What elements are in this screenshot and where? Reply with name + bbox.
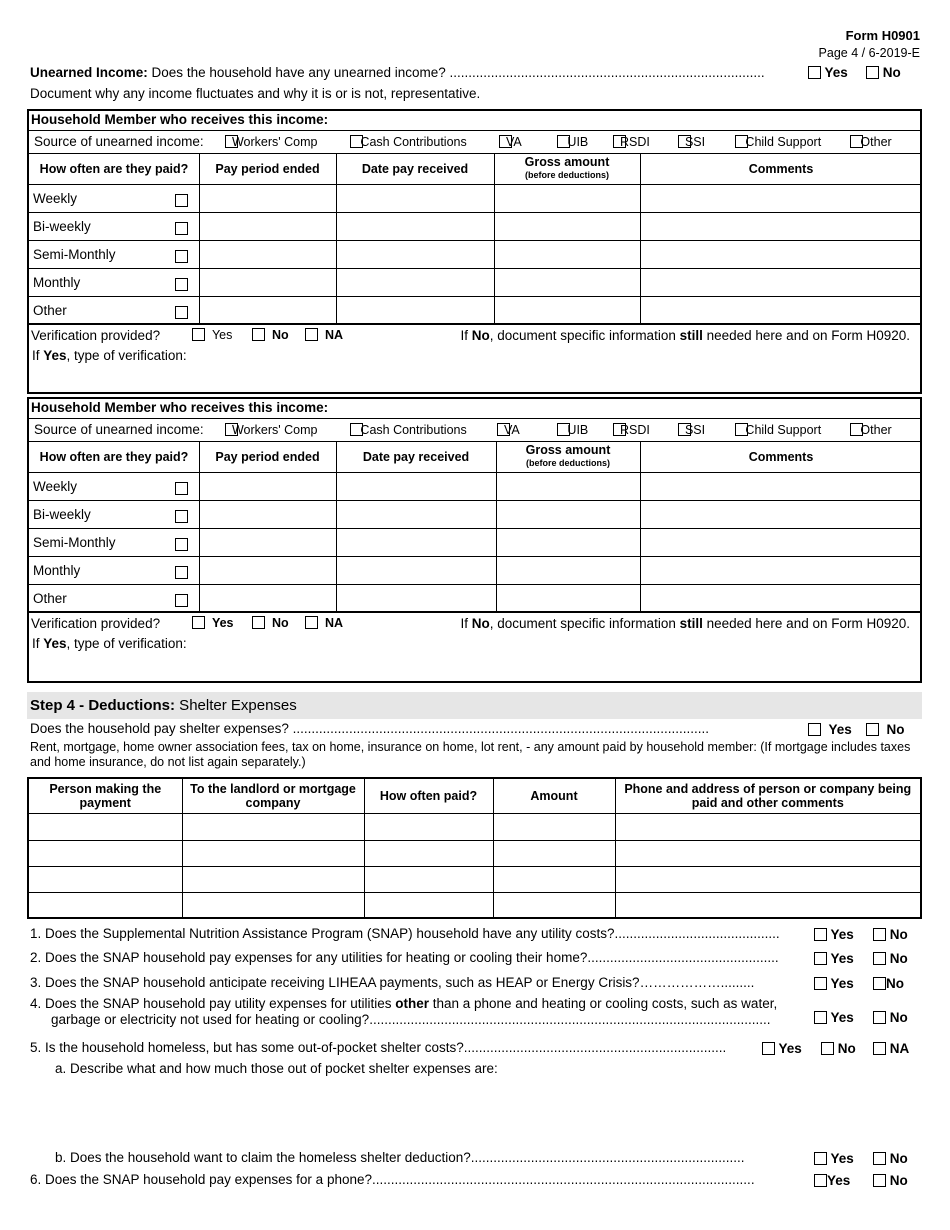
- freq-row[interactable]: Other: [29, 297, 920, 325]
- source-label: Source of unearned income:: [34, 134, 204, 149]
- q2-no[interactable]: No: [873, 951, 908, 966]
- col-how-often-paid: How often paid?: [364, 778, 493, 813]
- col-how-often: How often are they paid?: [39, 162, 189, 176]
- source-cash[interactable]: Cash Contributions: [350, 135, 360, 149]
- unearned-income-question: Unearned Income: Does the household have any unearned income? ....................................................................................: [30, 65, 765, 80]
- member-row[interactable]: [29, 111, 920, 131]
- q3-text: 3. Does the SNAP household anticipate receiving LIHEAA payments, such as HEAP or Energy Crisis?……………….........: [30, 975, 755, 990]
- unearned-yes[interactable]: Yes: [808, 65, 848, 80]
- form-number: Form H0901: [845, 28, 920, 43]
- verification-label: Verification provided?: [31, 616, 161, 631]
- if-yes-note[interactable]: If Yes, type of verification:: [32, 348, 187, 363]
- table-row[interactable]: [28, 866, 921, 892]
- freq-row[interactable]: Monthly: [29, 269, 920, 297]
- col-pay-period: Pay period ended: [215, 450, 320, 464]
- freq-row[interactable]: Weekly: [29, 473, 920, 501]
- freq-row[interactable]: Semi-Monthly: [29, 241, 920, 269]
- source-row: [29, 131, 920, 154]
- col-gross: Gross amount: [524, 155, 610, 169]
- source-workers-comp[interactable]: Workers' Comp: [225, 423, 232, 437]
- source-other[interactable]: Other: [850, 423, 860, 437]
- member-label: Household Member who receives this income:: [31, 400, 329, 415]
- col-person: Person making the payment: [28, 778, 182, 813]
- member-row[interactable]: [29, 399, 920, 419]
- step4-header: [27, 692, 922, 719]
- q2-yes[interactable]: Yes: [814, 951, 854, 966]
- source-rsdi[interactable]: RSDI: [613, 423, 620, 437]
- checkbox-icon[interactable]: [808, 66, 821, 79]
- source-rsdi[interactable]: RSDI: [613, 135, 620, 149]
- q5-text: 5. Is the household homeless, but has some out-of-pocket shelter costs?......................................................................: [30, 1040, 727, 1055]
- verification-no[interactable]: No: [252, 616, 289, 630]
- source-label: Source of unearned income:: [34, 422, 204, 437]
- if-yes-note[interactable]: If Yes, type of verification:: [32, 636, 187, 651]
- source-workers-comp[interactable]: Workers' Comp: [225, 135, 232, 149]
- source-ssi[interactable]: SSI: [678, 423, 685, 437]
- member-label: Household Member who receives this income:: [31, 112, 329, 127]
- fluctuation-note: Document why any income fluctuates and why it is or is not, representative.: [30, 86, 481, 101]
- source-child-support[interactable]: Child Support: [735, 423, 745, 437]
- source-uib[interactable]: UIB: [557, 135, 567, 149]
- verification-label: Verification provided?: [31, 328, 161, 343]
- col-date-received: Date pay received: [361, 162, 469, 176]
- checkbox-icon[interactable]: [866, 66, 879, 79]
- source-cash[interactable]: Cash Contributions: [350, 423, 360, 437]
- col-phone-address: Phone and address of person or company being paid and other comments: [615, 778, 921, 813]
- q6-no[interactable]: No: [873, 1173, 908, 1188]
- source-uib[interactable]: UIB: [557, 423, 567, 437]
- col-comments: Comments: [748, 450, 814, 464]
- table-row[interactable]: [28, 892, 921, 918]
- freq-row[interactable]: Semi-Monthly: [29, 529, 920, 557]
- col-gross-sub: (before deductions): [524, 170, 609, 180]
- step4-subtitle: Shelter Expenses: [175, 697, 297, 714]
- source-row: [29, 419, 920, 442]
- freq-row[interactable]: Other: [29, 585, 920, 613]
- freq-row[interactable]: Bi-weekly: [29, 501, 920, 529]
- q4-text-line2: garbage or electricity not used for heating or cooling?...........................................................................................................: [51, 1012, 771, 1027]
- freq-row[interactable]: Monthly: [29, 557, 920, 585]
- unearned-no[interactable]: No: [866, 65, 901, 80]
- if-no-note: If No, document specific information still needed here and on Form H0920.: [460, 328, 910, 343]
- source-va[interactable]: VA: [497, 423, 504, 437]
- q5a-text[interactable]: a. Describe what and how much those out of pocket shelter expenses are:: [55, 1061, 498, 1076]
- col-how-often: How often are they paid?: [39, 450, 189, 464]
- income-section-1: [27, 109, 922, 394]
- column-header-row: [29, 154, 920, 185]
- q6-text: 6. Does the SNAP household pay expenses for a phone?......................................................................................................: [30, 1172, 755, 1187]
- q3-yes[interactable]: Yes: [814, 976, 854, 991]
- shelter-table: [27, 777, 922, 919]
- table-row[interactable]: [28, 840, 921, 866]
- shelter-note: Rent, mortgage, home owner association fees, tax on home, insurance on home, lot rent, - any amount paid by household member: (If mortgage includes taxes and home insurance, do not list again separately.): [30, 740, 911, 769]
- table-row[interactable]: [28, 813, 921, 840]
- shelter-yes[interactable]: Yes: [808, 722, 852, 737]
- q5b-no[interactable]: No: [873, 1151, 908, 1166]
- q3-no[interactable]: No: [873, 976, 904, 991]
- source-va[interactable]: VA: [499, 135, 506, 149]
- column-header-row: [29, 442, 920, 473]
- verification-yes[interactable]: Yes: [192, 616, 234, 630]
- source-ssi[interactable]: SSI: [678, 135, 685, 149]
- freq-row[interactable]: Weekly: [29, 185, 920, 213]
- col-landlord: To the landlord or mortgage company: [182, 778, 364, 813]
- shelter-question: Does the household pay shelter expenses? ...............................................................................................................: [30, 721, 710, 736]
- q5b-text: b. Does the household want to claim the homeless shelter deduction?.........................................................................: [55, 1150, 745, 1165]
- step4-title: Step 4 - Deductions:: [30, 697, 176, 714]
- q4-no[interactable]: No: [873, 1010, 908, 1025]
- q5-yes[interactable]: Yes: [762, 1041, 802, 1056]
- q4-yes[interactable]: Yes: [814, 1010, 854, 1025]
- q1-no[interactable]: No: [873, 927, 908, 942]
- verification-na[interactable]: NA: [305, 616, 343, 630]
- verification-yes[interactable]: Yes: [192, 328, 232, 342]
- col-comments: Comments: [748, 162, 814, 176]
- verification-na[interactable]: NA: [305, 328, 343, 342]
- source-child-support[interactable]: Child Support: [735, 135, 745, 149]
- income-section-2: [27, 397, 922, 683]
- verification-no[interactable]: No: [252, 328, 289, 342]
- if-no-note: If No, document specific information still needed here and on Form H0920.: [460, 616, 910, 631]
- q6-yes[interactable]: Yes: [814, 1173, 850, 1188]
- shelter-no[interactable]: No: [866, 722, 905, 737]
- page-number: Page 4 / 6-2019-E: [818, 46, 920, 60]
- source-other[interactable]: Other: [850, 135, 860, 149]
- col-pay-period: Pay period ended: [215, 162, 320, 176]
- q5-na[interactable]: NA: [873, 1041, 909, 1056]
- q2-text: 2. Does the SNAP household pay expenses for any utilities for heating or cooling their home?...................................................: [30, 950, 779, 965]
- q1-text: 1. Does the Supplemental Nutrition Assistance Program (SNAP) household have any utility costs?............................................: [30, 926, 780, 941]
- col-date-received: Date pay received: [362, 450, 470, 464]
- q5-no[interactable]: No: [821, 1041, 856, 1056]
- q1-yes[interactable]: Yes: [814, 927, 854, 942]
- q4-text-line1: 4. Does the SNAP household pay utility expenses for utilities other than a phone and heating or cooling costs, such as water,: [30, 996, 778, 1011]
- q5b-yes[interactable]: Yes: [814, 1151, 854, 1166]
- col-gross: Gross amount: [525, 443, 611, 457]
- freq-row[interactable]: Bi-weekly: [29, 213, 920, 241]
- col-amount: Amount: [493, 778, 615, 813]
- col-gross-sub: (before deductions): [525, 458, 610, 468]
